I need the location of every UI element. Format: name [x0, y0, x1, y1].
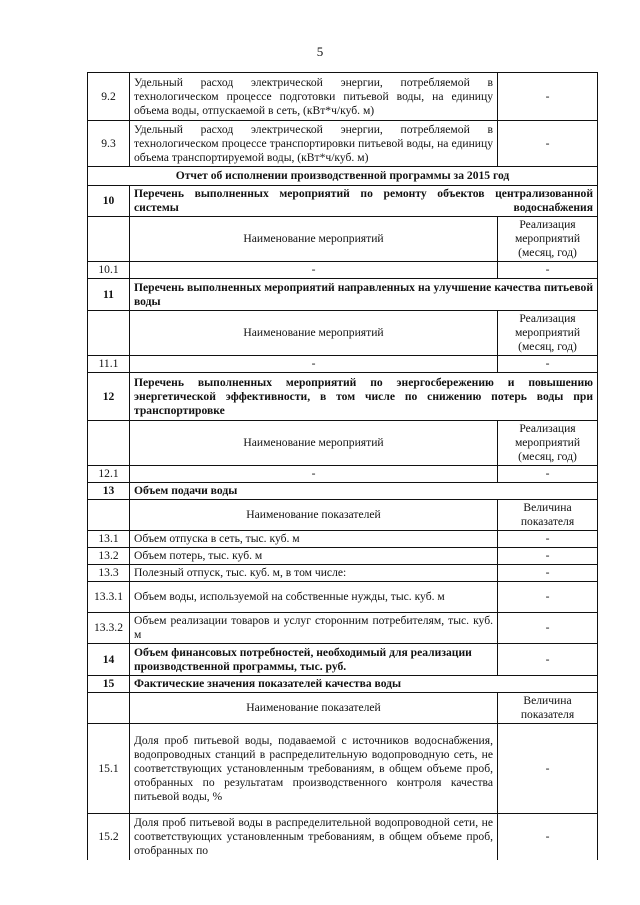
row-text: Доля проб питьевой воды в распределительной водопроводной сети, не соответствующих установленным требованиям, в общем объеме проб, отобранных по	[130, 814, 498, 860]
row-text: Объем реализации товаров и услуг сторонним потребителям, тыс. куб. м	[130, 613, 498, 644]
column-header-name: Наименование мероприятий	[130, 421, 498, 466]
row-value: -	[498, 724, 598, 814]
row-number: 15.2	[88, 814, 130, 860]
column-header-value: Реализация мероприятий (месяц, год)	[498, 311, 598, 356]
row-value: -	[498, 644, 598, 676]
section-number: 15	[88, 676, 130, 693]
row-number: 13.1	[88, 531, 130, 548]
table-row	[88, 582, 598, 613]
section-number: 11	[88, 279, 130, 311]
column-header-name: Наименование мероприятий	[130, 311, 498, 356]
row-value: -	[498, 466, 598, 483]
row-number: 11.1	[88, 356, 130, 373]
row-text: Полезный отпуск, тыс. куб. м, в том числе:	[130, 565, 498, 582]
section-row	[88, 186, 598, 217]
column-header-value: Величина показателя	[498, 693, 598, 724]
table-row	[88, 548, 598, 565]
row-number: 13.3.2	[88, 613, 130, 644]
table-row	[88, 613, 598, 644]
row-number: 13.3.1	[88, 582, 130, 613]
row-number: 13.2	[88, 548, 130, 565]
row-text: Объем потерь, тыс. куб. м	[130, 548, 498, 565]
row-text: Доля проб питьевой воды, подаваемой с источников водоснабжения, водопроводных станций в распределительную водопроводную сеть, не соответствующих установленным требованиям, в общем объеме проб, отобранных по результатам производственного контроля качества питьевой воды, %	[130, 724, 498, 814]
row-value: -	[498, 548, 598, 565]
section-number: 14	[88, 644, 130, 676]
row-value: -	[498, 613, 598, 644]
row-text: -	[130, 262, 498, 279]
row-text: Удельный расход электрической энергии, потребляемой в технологическом процессе транспортировки питьевой воды, на единицу объема транспортируемой воды, (кВт*ч/куб. м)	[130, 121, 498, 167]
column-header-row	[88, 693, 598, 724]
section-title: Объем финансовых потребностей, необходимый для реализации производственной программы, тыс. руб.	[130, 644, 498, 676]
section-title: Перечень выполненных мероприятий направленных на улучшение качества питьевой воды	[130, 279, 598, 311]
column-header-row	[88, 217, 598, 262]
row-text: Удельный расход электрической энергии, потребляемой в технологическом процессе подготовки питьевой воды, на единицу объема воды, отпускаемой в сеть, (кВт*ч/куб. м)	[130, 73, 498, 121]
section-number: 10	[88, 186, 130, 217]
row-value: -	[498, 582, 598, 613]
row-text: -	[130, 466, 498, 483]
column-header-row	[88, 500, 598, 531]
column-header-name: Наименование показателей	[130, 693, 498, 724]
report-title-row	[88, 167, 598, 186]
table-row	[88, 466, 598, 483]
page-number: 5	[316, 44, 324, 59]
table-row	[88, 262, 598, 279]
row-text: -	[130, 356, 498, 373]
row-value: -	[498, 262, 598, 279]
section-title: Фактические значения показателей качества воды	[130, 676, 598, 693]
column-header-value: Реализация мероприятий (месяц, год)	[498, 421, 598, 466]
section-title: Перечень выполненных мероприятий по ремонту объектов централизованной системы водоснабжения	[130, 186, 598, 217]
table-row	[88, 565, 598, 582]
section-row	[88, 279, 598, 311]
column-header-row	[88, 421, 598, 466]
row-value: -	[498, 121, 598, 167]
column-header-value: Реализация мероприятий (месяц, год)	[498, 217, 598, 262]
section-title: Перечень выполненных мероприятий по энергосбережению и повышению энергетической эффективности, в том числе по снижению потерь воды при транспортировке	[130, 373, 598, 421]
table-row	[88, 814, 598, 860]
table-row	[88, 724, 598, 814]
row-number: 9.3	[88, 121, 130, 167]
row-text: Объем отпуска в сеть, тыс. куб. м	[130, 531, 498, 548]
section-row	[88, 644, 598, 676]
table-row	[88, 121, 598, 167]
section-row	[88, 483, 598, 500]
row-value: -	[498, 531, 598, 548]
table-row	[88, 531, 598, 548]
row-number: 9.2	[88, 73, 130, 121]
production-program-table	[87, 72, 598, 860]
column-header-name: Наименование показателей	[130, 500, 498, 531]
row-text: Объем воды, используемой на собственные нужды, тыс. куб. м	[130, 582, 498, 613]
row-number: 13.3	[88, 565, 130, 582]
column-header-name: Наименование мероприятий	[130, 217, 498, 262]
column-header-value: Величина показателя	[498, 500, 598, 531]
row-number: 15.1	[88, 724, 130, 814]
section-title: Объем подачи воды	[130, 483, 598, 500]
column-header-row	[88, 311, 598, 356]
section-number: 13	[88, 483, 130, 500]
row-value: -	[498, 356, 598, 373]
row-value: -	[498, 73, 598, 121]
row-value: -	[498, 565, 598, 582]
row-number: 10.1	[88, 262, 130, 279]
section-row	[88, 676, 598, 693]
row-number: 12.1	[88, 466, 130, 483]
section-row	[88, 373, 598, 421]
section-number: 12	[88, 373, 130, 421]
report-title: Отчет об исполнении производственной программы за 2015 год	[88, 167, 598, 186]
table-row	[88, 356, 598, 373]
row-value: -	[498, 814, 598, 860]
table-row	[88, 73, 598, 121]
